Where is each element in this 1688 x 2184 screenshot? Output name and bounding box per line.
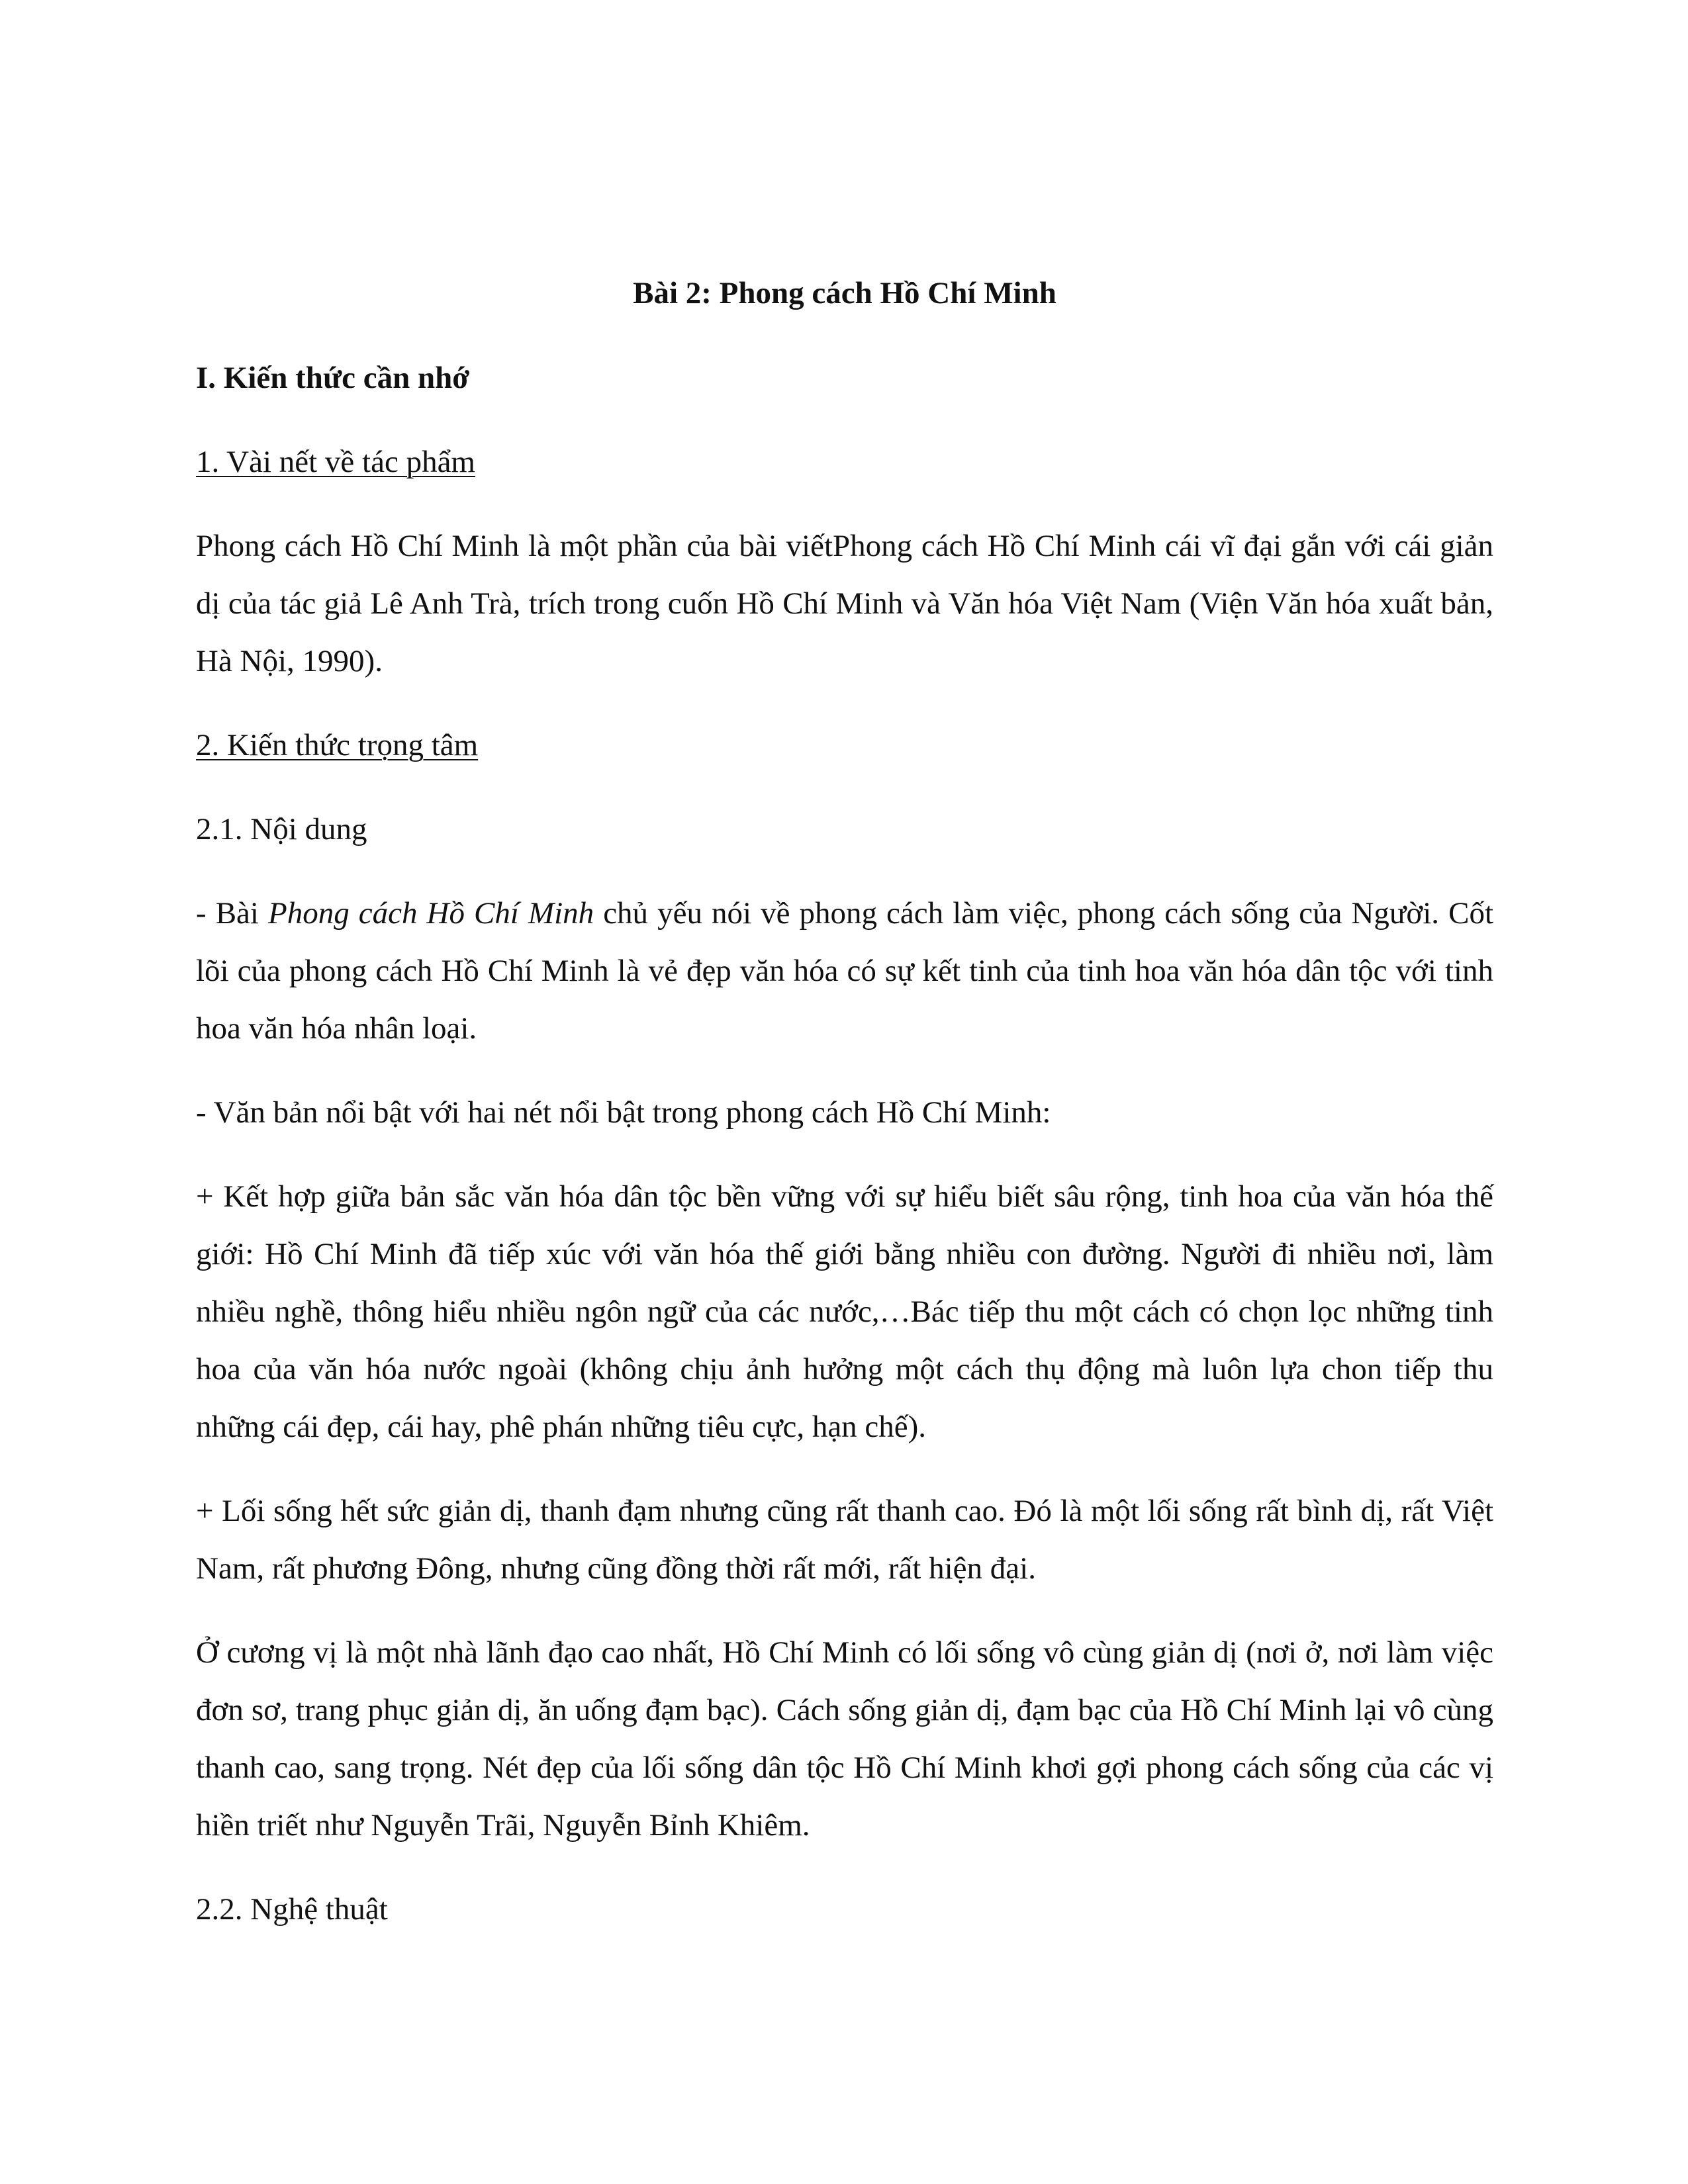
subheading-art: 2.2. Nghệ thuật (196, 1892, 388, 1927)
paragraph-content-summary (196, 885, 1493, 1058)
subheading-key-knowledge: 2. Kiến thức trọng tâm (196, 728, 479, 762)
italic-work-title: Phong cách Hồ Chí Minh (268, 896, 594, 931)
paragraph-about-work: Phong cách Hồ Chí Minh là một phần của bài viếtPhong cách Hồ Chí Minh cái vĩ đại gắn với cái giản dị của tác giả Lê Anh Trà, trích trong cuốn Hồ Chí Minh và Văn hóa Việt Nam (Viện Văn hóa xuất bản, Hà Nội, 1990). (196, 529, 1493, 678)
paragraph-feature-culture: + Kết hợp giữa bản sắc văn hóa dân tộc bền vững với sự hiểu biết sâu rộng, tinh hoa của văn hóa thế giới: Hồ Chí Minh đã tiếp xúc với văn hóa thế giới bằng nhiều con đường. Người đi nhiều nơi, làm nhiều nghề, thông hiểu nhiều ngôn ngữ của các nước,…Bác tiếp thu một cách có chọn lọc những tinh hoa của văn hóa nước ngoài (không chịu ảnh hưởng một cách thụ động mà luôn lựa chon tiếp thu những cái đẹp, cái hay, phê phán những tiêu cực, hạn chế). (196, 1179, 1493, 1444)
document-title: Bài 2: Phong cách Hồ Chí Minh (633, 276, 1056, 310)
paragraph-feature-lifestyle: + Lối sống hết sức giản dị, thanh đạm nhưng cũng rất thanh cao. Đó là một lối sống rất bình dị, rất Việt Nam, rất phương Đông, nhưng cũng đồng thời rất mới, rất hiện đại. (196, 1494, 1493, 1586)
section-heading-1: I. Kiến thức cần nhớ (196, 361, 470, 395)
document-page (196, 265, 1493, 1965)
paragraph-rest: chủ yếu nói về phong cách làm việc, phong cách sống của Người. Cốt lõi của phong cách Hồ Chí Minh là vẻ đẹp văn hóa có sự kết tinh của tinh hoa văn hóa dân tộc với tinh hoa văn hóa nhân loại. (196, 896, 1494, 1046)
subheading-about-work: 1. Vài nết về tác phẩm (196, 445, 475, 479)
paragraph-prefix: - Bài (196, 896, 268, 931)
subheading-content: 2.1. Nội dung (196, 812, 367, 846)
paragraph-leader-lifestyle: Ở cương vị là một nhà lãnh đạo cao nhất, Hồ Chí Minh có lối sống vô cùng giản dị (nơi ở, nơi làm việc đơn sơ, trang phục giản dị, ăn uống đạm bạc). Cách sống giản dị, đạm bạc của Hồ Chí Minh lại vô cùng thanh cao, sang trọng. Nét đẹp của lối sống dân tộc Hồ Chí Minh khơi gợi phong cách sống của các vị hiền triết như Nguyễn Trãi, Nguyễn Bỉnh Khiêm. (196, 1635, 1493, 1843)
paragraph-two-features: - Văn bản nổi bật với hai nét nổi bật trong phong cách Hồ Chí Minh: (196, 1095, 1051, 1130)
